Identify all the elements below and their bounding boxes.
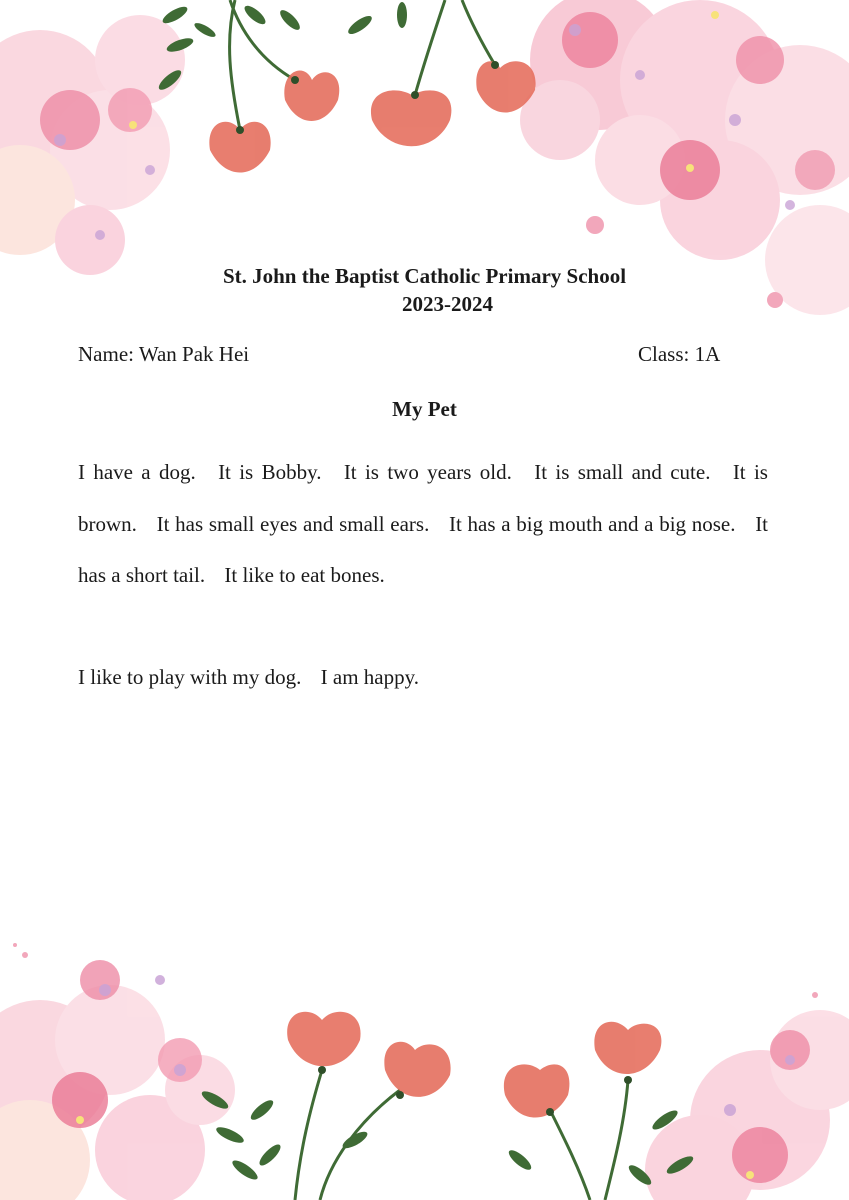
sentence: It is brown.	[78, 460, 768, 536]
school-year: 2023-2024	[402, 292, 493, 316]
sentence: It has a short tail.	[78, 511, 769, 587]
essay-paragraph-1	[78, 447, 768, 602]
school-header	[0, 262, 849, 318]
essay-title: My Pet	[392, 397, 457, 421]
sentence: I am happy.	[320, 665, 420, 689]
sentence: It is two years old.	[343, 460, 512, 484]
sentence: It has small eyes and small ears.	[156, 511, 430, 536]
student-class: Class: 1A	[638, 342, 721, 366]
student-name: Name: Wan Pak Hei	[78, 342, 250, 366]
floral-border-bottom	[0, 920, 849, 1200]
school-name: St. John the Baptist Catholic Primary School	[222, 264, 627, 288]
sentence: It like to eat bones.	[224, 563, 385, 587]
sentence: It is small and cute.	[534, 460, 711, 484]
sentence: It is Bobby.	[218, 460, 322, 484]
sentence: It has a big mouth and a big nose.	[449, 511, 736, 536]
sentence: I have a dog.	[78, 460, 196, 484]
sentence: I like to play with my dog.	[78, 665, 302, 689]
essay-paragraph-2	[78, 652, 768, 704]
